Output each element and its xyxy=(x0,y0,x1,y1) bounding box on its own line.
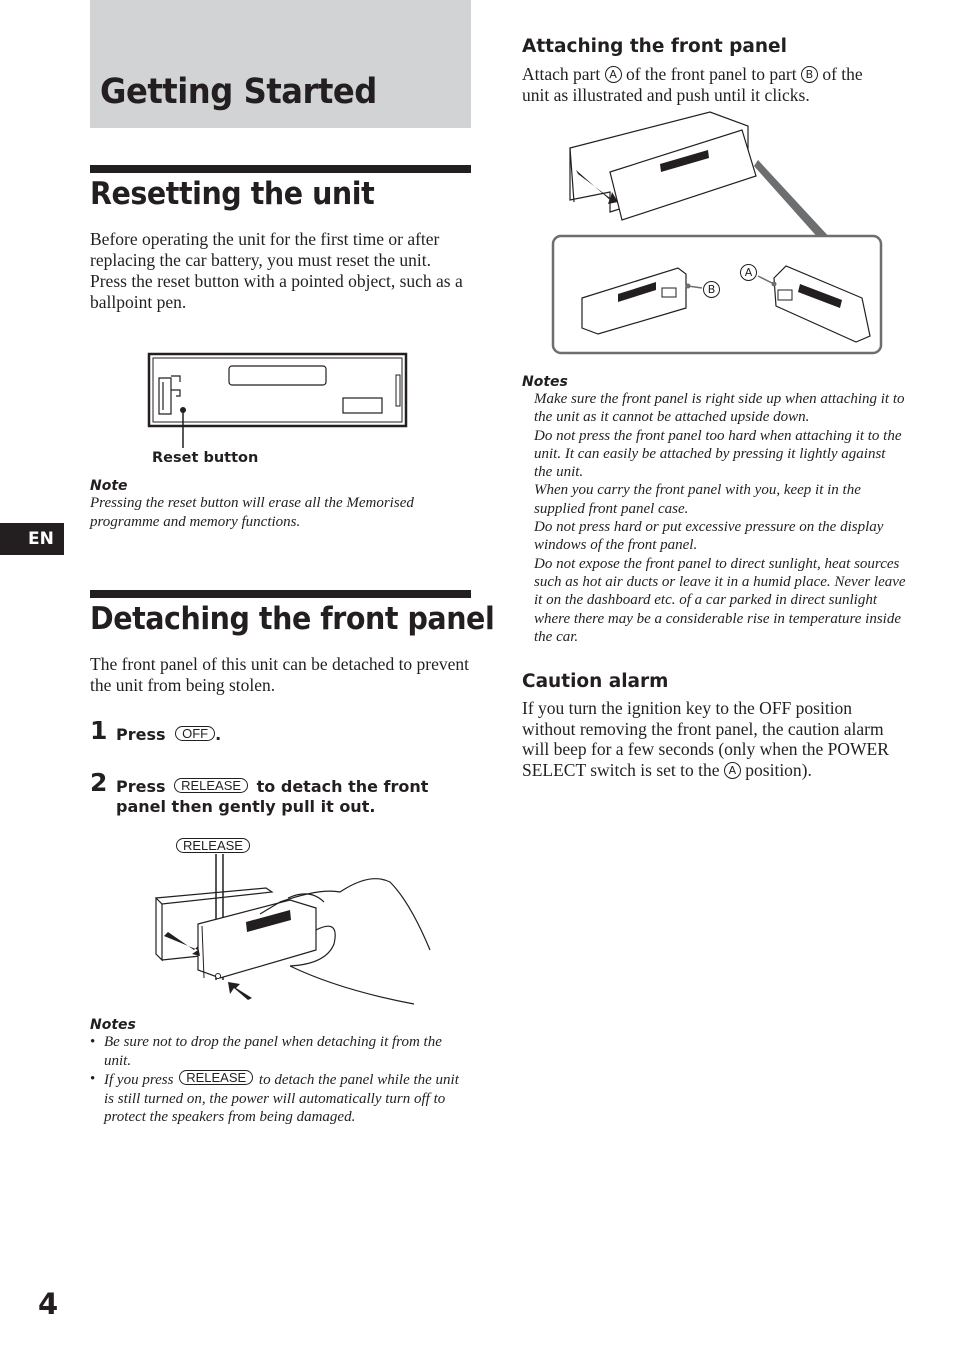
detach-note-1 xyxy=(90,1033,470,1070)
language-tab xyxy=(0,523,64,555)
step-2 xyxy=(90,768,470,816)
detach-note-release-key: RELEASE xyxy=(179,1070,253,1085)
step-2-number: 2 xyxy=(90,768,108,797)
detach-notes-list xyxy=(90,1033,470,1127)
chapter-title: Getting Started xyxy=(100,72,377,112)
release-key: RELEASE xyxy=(174,778,248,793)
attach-notes-list xyxy=(522,390,907,646)
chapter-header xyxy=(90,0,471,128)
attach-note-4: Do not press hard or put excessive pressure on the display windows of the front panel. xyxy=(534,519,884,554)
reset-para-2: Press the reset button with a pointed object, such as a ballpoint pen. xyxy=(90,271,463,312)
step-1-text: Press OFF . xyxy=(116,725,222,744)
section-rule-detach xyxy=(90,590,471,598)
language-tab-label: EN xyxy=(28,529,54,549)
attach-text-b: of the front panel to part xyxy=(625,64,797,84)
caution-text-1: If you turn the ignition key to the OFF position without removing the front panel, the caution alarm will beep for a few seconds (only when the POWER SELECT switch is set to the xyxy=(522,698,889,780)
reset-body xyxy=(90,229,468,312)
attach-text-c: of the unit as illustrated and push until it clicks. xyxy=(522,64,863,105)
part-a-mark: A xyxy=(605,66,622,83)
step-1-press: Press xyxy=(116,725,166,744)
attach-panel-illustration xyxy=(550,108,890,358)
attach-note-1: Make sure the front panel is right side up when attaching it to the unit as it cannot be attached upside down. xyxy=(534,391,905,426)
section-title-attach: Attaching the front panel xyxy=(522,36,787,57)
attach-note-3: When you carry the front panel with you, keep it in the supplied front panel case. xyxy=(534,482,861,517)
attach-notes xyxy=(522,374,907,646)
section-title-detach: Detaching the front panel xyxy=(90,601,495,637)
step-2-press: Press xyxy=(116,777,166,796)
detach-note-1-text: Be sure not to drop the panel when detaching it from the unit. xyxy=(104,1034,442,1069)
section-title-reset: Resetting the unit xyxy=(90,176,375,212)
figure-part-a-mark: A xyxy=(740,264,757,281)
detach-notes xyxy=(90,1017,470,1127)
caution-body xyxy=(522,698,907,780)
step-2-text xyxy=(116,777,446,817)
reset-unit-illustration xyxy=(140,348,415,453)
attach-text-a: Attach part xyxy=(522,64,601,84)
caution-a-mark: A xyxy=(724,762,741,779)
detach-intro: The front panel of this unit can be detached to prevent the unit from being stolen. xyxy=(90,654,470,695)
reset-para-1: Before operating the unit for the first time or after replacing the car battery, you must reset the unit. xyxy=(90,229,440,270)
detach-note-2-pre: If you press xyxy=(104,1072,174,1088)
section-title-caution: Caution alarm xyxy=(522,671,669,692)
caution-text-2: position). xyxy=(745,759,812,780)
reset-note-heading: Note xyxy=(90,478,128,494)
step-2-rest: to detach the front panel then gently pull it out. xyxy=(116,777,429,816)
figure-release-key: RELEASE xyxy=(176,838,250,853)
attach-note-2: Do not press the front panel too hard when attaching it to the unit. It can easily be attached by pressing it lightly against the unit. xyxy=(534,427,902,481)
step-1 xyxy=(90,716,470,745)
detach-notes-heading: Notes xyxy=(90,1017,136,1033)
reset-note-text: Pressing the reset button will erase all the Memorised programme and memory functions. xyxy=(90,495,414,530)
page-number: 4 xyxy=(38,1287,59,1321)
detach-note-2-post: to detach the panel while the unit is still turned on, the power will automatically turn off to protect the speakers from being damaged. xyxy=(104,1072,459,1125)
step-1-number: 1 xyxy=(90,716,108,745)
attach-body xyxy=(522,64,892,105)
detach-note-2 xyxy=(90,1070,470,1127)
attach-note-5: Do not expose the front panel to direct sunlight, heat sources such as hot air ducts or leave it in a humid place. Never leave it on the dashboard etc. of a car parked in direct sunlight where there may be a considerable rise in temperature inside the car. xyxy=(534,555,906,645)
section-rule-reset xyxy=(90,165,471,173)
detach-panel-illustration xyxy=(140,852,440,1012)
reset-button-label: Reset button xyxy=(152,450,259,466)
reset-note xyxy=(90,478,470,531)
figure-part-b-mark: B xyxy=(703,281,720,298)
attach-notes-heading: Notes xyxy=(522,374,568,390)
off-key: OFF xyxy=(175,726,215,741)
part-b-mark: B xyxy=(801,66,818,83)
